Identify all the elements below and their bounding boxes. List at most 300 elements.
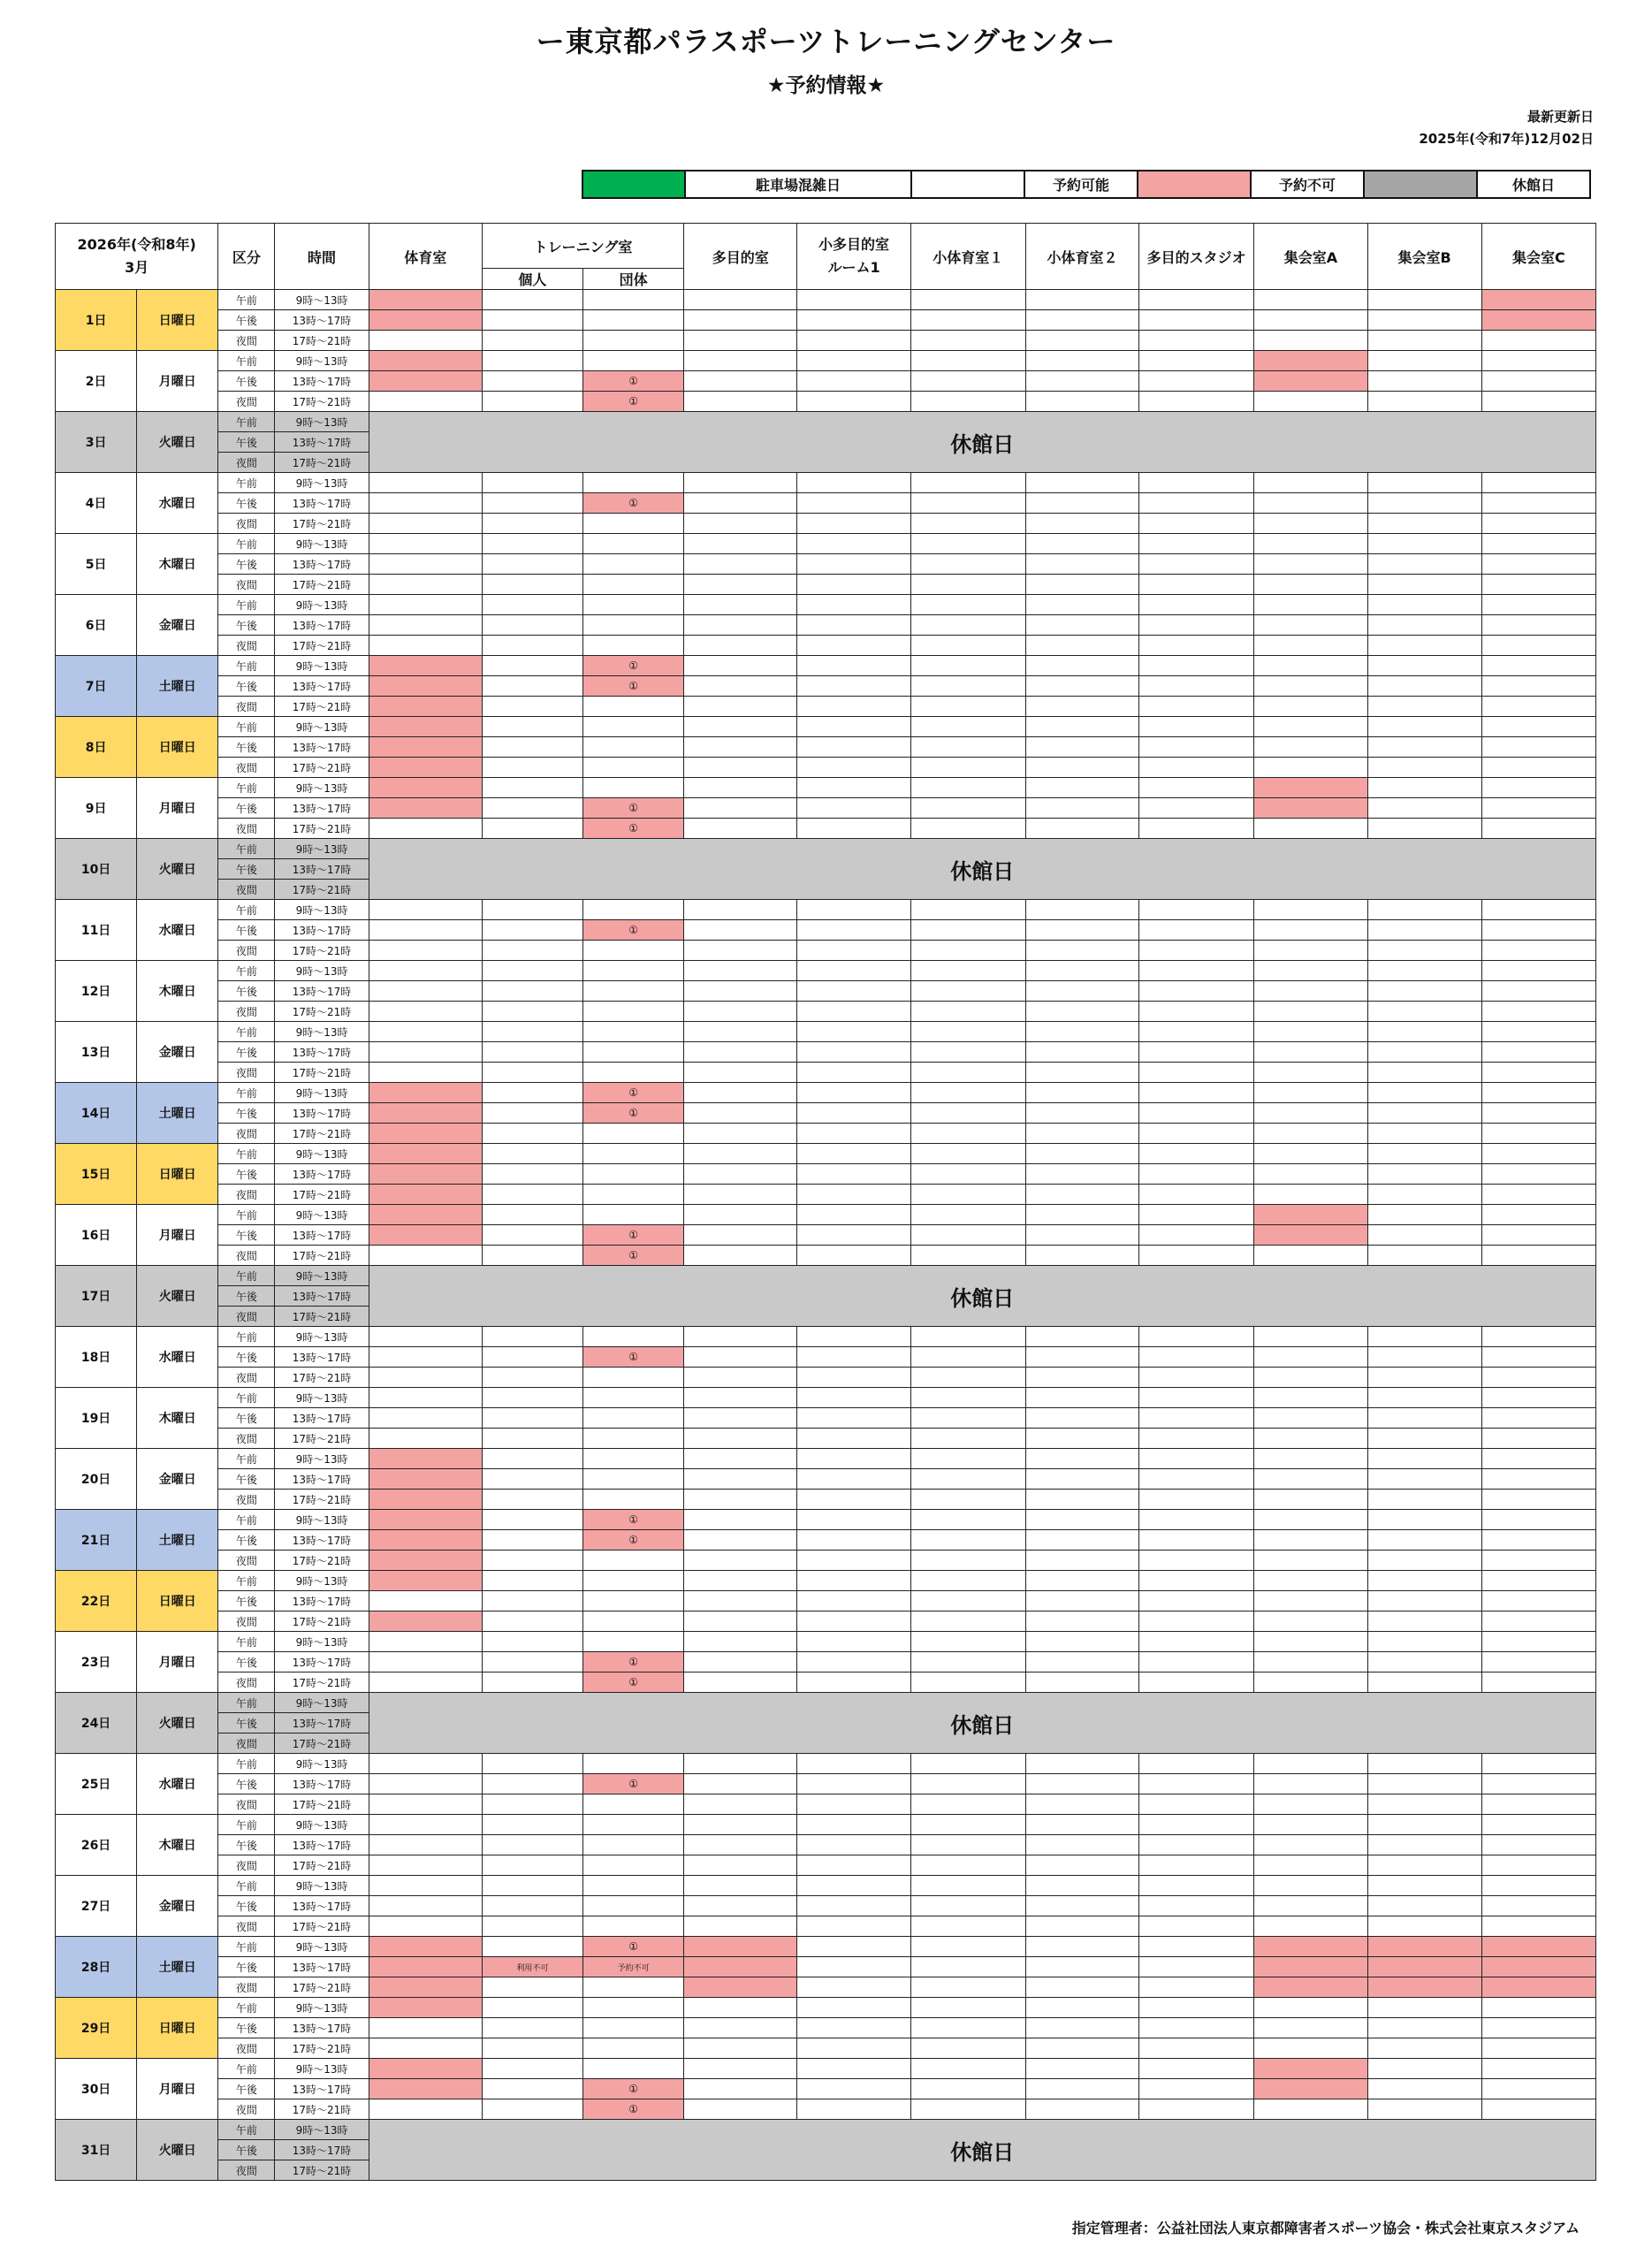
slot-studio[interactable] <box>1139 595 1254 615</box>
slot-smallMulti[interactable] <box>797 941 910 961</box>
slot-small1[interactable] <box>910 1083 1025 1103</box>
slot-grpA[interactable] <box>1254 1042 1367 1063</box>
slot-grpC[interactable] <box>1481 1937 1595 1957</box>
slot-multi[interactable] <box>684 1672 797 1693</box>
slot-smallMulti[interactable] <box>797 331 910 351</box>
slot-small1[interactable] <box>910 717 1025 737</box>
slot-grpB[interactable] <box>1367 1530 1481 1551</box>
slot-group[interactable] <box>583 1449 684 1469</box>
slot-small1[interactable] <box>910 1103 1025 1124</box>
slot-grpA[interactable] <box>1254 676 1367 697</box>
slot-grpA[interactable] <box>1254 920 1367 941</box>
slot-studio[interactable] <box>1139 1347 1254 1368</box>
slot-smallMulti[interactable] <box>797 1571 910 1591</box>
slot-grpA[interactable] <box>1254 2099 1367 2120</box>
slot-small2[interactable] <box>1025 1835 1138 1855</box>
slot-indiv[interactable] <box>482 1896 582 1916</box>
slot-small1[interactable] <box>910 1835 1025 1855</box>
slot-grpC[interactable] <box>1481 798 1595 819</box>
slot-group[interactable] <box>583 473 684 493</box>
slot-small1[interactable] <box>910 636 1025 656</box>
slot-studio[interactable] <box>1139 1042 1254 1063</box>
slot-multi[interactable] <box>684 1490 797 1510</box>
slot-grpA[interactable] <box>1254 1022 1367 1042</box>
slot-grpB[interactable] <box>1367 676 1481 697</box>
slot-small2[interactable] <box>1025 1469 1138 1490</box>
slot-gym[interactable] <box>369 1591 482 1612</box>
slot-gym[interactable] <box>369 1855 482 1876</box>
slot-multi[interactable] <box>684 1022 797 1042</box>
slot-gym[interactable] <box>369 473 482 493</box>
slot-smallMulti[interactable] <box>797 392 910 412</box>
slot-multi[interactable] <box>684 2099 797 2120</box>
slot-small1[interactable] <box>910 1490 1025 1510</box>
slot-grpC[interactable] <box>1481 473 1595 493</box>
slot-small2[interactable] <box>1025 1225 1138 1246</box>
slot-group[interactable] <box>583 1896 684 1916</box>
slot-group[interactable] <box>583 1185 684 1205</box>
slot-studio[interactable] <box>1139 290 1254 310</box>
slot-indiv[interactable] <box>482 778 582 798</box>
slot-grpB[interactable] <box>1367 697 1481 717</box>
slot-gym[interactable] <box>369 1652 482 1672</box>
slot-smallMulti[interactable] <box>797 290 910 310</box>
slot-studio[interactable] <box>1139 1815 1254 1835</box>
slot-gym[interactable] <box>369 2018 482 2038</box>
slot-studio[interactable] <box>1139 1855 1254 1876</box>
slot-studio[interactable] <box>1139 1551 1254 1571</box>
slot-small1[interactable] <box>910 371 1025 392</box>
slot-grpC[interactable] <box>1481 1408 1595 1429</box>
slot-small2[interactable] <box>1025 534 1138 554</box>
slot-grpB[interactable] <box>1367 900 1481 920</box>
slot-grpB[interactable] <box>1367 1632 1481 1652</box>
slot-grpA[interactable] <box>1254 1347 1367 1368</box>
slot-studio[interactable] <box>1139 1449 1254 1469</box>
slot-grpC[interactable] <box>1481 351 1595 371</box>
slot-small2[interactable] <box>1025 1896 1138 1916</box>
slot-smallMulti[interactable] <box>797 1998 910 2018</box>
slot-small2[interactable] <box>1025 493 1138 514</box>
slot-group[interactable] <box>583 1164 684 1185</box>
slot-multi[interactable] <box>684 310 797 331</box>
slot-smallMulti[interactable] <box>797 1896 910 1916</box>
slot-smallMulti[interactable] <box>797 2079 910 2099</box>
slot-small2[interactable] <box>1025 1368 1138 1388</box>
slot-multi[interactable] <box>684 1327 797 1347</box>
slot-studio[interactable] <box>1139 1998 1254 2018</box>
slot-small1[interactable] <box>910 1977 1025 1998</box>
slot-multi[interactable] <box>684 1632 797 1652</box>
slot-grpC[interactable] <box>1481 717 1595 737</box>
slot-grpB[interactable] <box>1367 534 1481 554</box>
slot-small2[interactable] <box>1025 1388 1138 1408</box>
slot-grpC[interactable] <box>1481 514 1595 534</box>
slot-smallMulti[interactable] <box>797 1754 910 1774</box>
slot-group[interactable]: ① <box>583 1103 684 1124</box>
slot-studio[interactable] <box>1139 900 1254 920</box>
slot-studio[interactable] <box>1139 1937 1254 1957</box>
slot-small1[interactable] <box>910 1794 1025 1815</box>
slot-studio[interactable] <box>1139 1896 1254 1916</box>
slot-small2[interactable] <box>1025 1103 1138 1124</box>
slot-indiv[interactable] <box>482 1530 582 1551</box>
slot-multi[interactable] <box>684 2038 797 2059</box>
slot-smallMulti[interactable] <box>797 656 910 676</box>
slot-small1[interactable] <box>910 1388 1025 1408</box>
slot-small2[interactable] <box>1025 737 1138 758</box>
slot-small2[interactable] <box>1025 1408 1138 1429</box>
slot-grpC[interactable] <box>1481 1652 1595 1672</box>
slot-small1[interactable] <box>910 920 1025 941</box>
slot-indiv[interactable] <box>482 1083 582 1103</box>
slot-small2[interactable] <box>1025 697 1138 717</box>
slot-grpC[interactable] <box>1481 1347 1595 1368</box>
slot-group[interactable]: ① <box>583 656 684 676</box>
slot-smallMulti[interactable] <box>797 1977 910 1998</box>
slot-studio[interactable] <box>1139 2059 1254 2079</box>
slot-studio[interactable] <box>1139 1794 1254 1815</box>
slot-group[interactable] <box>583 310 684 331</box>
slot-group[interactable] <box>583 636 684 656</box>
slot-grpC[interactable] <box>1481 595 1595 615</box>
slot-multi[interactable] <box>684 1774 797 1794</box>
slot-grpC[interactable] <box>1481 941 1595 961</box>
slot-indiv[interactable] <box>482 1124 582 1144</box>
slot-indiv[interactable] <box>482 1042 582 1063</box>
slot-grpB[interactable] <box>1367 1835 1481 1855</box>
slot-gym[interactable] <box>369 819 482 839</box>
slot-gym[interactable] <box>369 493 482 514</box>
slot-small1[interactable] <box>910 1632 1025 1652</box>
slot-indiv[interactable] <box>482 636 582 656</box>
slot-smallMulti[interactable] <box>797 1794 910 1815</box>
slot-grpB[interactable] <box>1367 1612 1481 1632</box>
slot-grpB[interactable] <box>1367 981 1481 1002</box>
slot-small2[interactable] <box>1025 1815 1138 1835</box>
slot-small2[interactable] <box>1025 514 1138 534</box>
slot-group[interactable] <box>583 1571 684 1591</box>
slot-smallMulti[interactable] <box>797 2099 910 2120</box>
slot-indiv[interactable] <box>482 737 582 758</box>
slot-grpB[interactable] <box>1367 473 1481 493</box>
slot-indiv[interactable] <box>482 920 582 941</box>
slot-grpB[interactable] <box>1367 2099 1481 2120</box>
slot-gym[interactable] <box>369 1225 482 1246</box>
slot-group[interactable] <box>583 1368 684 1388</box>
slot-grpB[interactable] <box>1367 595 1481 615</box>
slot-group[interactable] <box>583 1977 684 1998</box>
slot-grpA[interactable] <box>1254 1815 1367 1835</box>
slot-indiv[interactable] <box>482 1144 582 1164</box>
slot-smallMulti[interactable] <box>797 758 910 778</box>
slot-grpA[interactable] <box>1254 473 1367 493</box>
slot-smallMulti[interactable] <box>797 1408 910 1429</box>
slot-multi[interactable] <box>684 961 797 981</box>
slot-gym[interactable] <box>369 737 482 758</box>
slot-multi[interactable] <box>684 351 797 371</box>
slot-small2[interactable] <box>1025 310 1138 331</box>
slot-smallMulti[interactable] <box>797 1429 910 1449</box>
slot-small2[interactable] <box>1025 1876 1138 1896</box>
slot-grpC[interactable] <box>1481 1429 1595 1449</box>
slot-small1[interactable] <box>910 798 1025 819</box>
slot-studio[interactable] <box>1139 2018 1254 2038</box>
slot-multi[interactable] <box>684 1612 797 1632</box>
slot-smallMulti[interactable] <box>797 1022 910 1042</box>
slot-grpB[interactable] <box>1367 1449 1481 1469</box>
slot-studio[interactable] <box>1139 1002 1254 1022</box>
slot-gym[interactable] <box>369 1632 482 1652</box>
slot-small1[interactable] <box>910 1225 1025 1246</box>
slot-gym[interactable] <box>369 636 482 656</box>
slot-indiv[interactable] <box>482 1246 582 1266</box>
slot-grpB[interactable] <box>1367 1469 1481 1490</box>
slot-small2[interactable] <box>1025 961 1138 981</box>
slot-smallMulti[interactable] <box>797 2038 910 2059</box>
slot-small1[interactable] <box>910 1876 1025 1896</box>
slot-indiv[interactable] <box>482 1429 582 1449</box>
slot-group[interactable]: ① <box>583 676 684 697</box>
slot-group[interactable] <box>583 737 684 758</box>
slot-grpB[interactable] <box>1367 351 1481 371</box>
slot-multi[interactable] <box>684 1083 797 1103</box>
slot-smallMulti[interactable] <box>797 1368 910 1388</box>
slot-indiv[interactable] <box>482 2079 582 2099</box>
slot-indiv[interactable] <box>482 534 582 554</box>
slot-grpB[interactable] <box>1367 1083 1481 1103</box>
slot-multi[interactable] <box>684 534 797 554</box>
slot-small1[interactable] <box>910 758 1025 778</box>
slot-multi[interactable] <box>684 392 797 412</box>
slot-gym[interactable] <box>369 1246 482 1266</box>
slot-grpA[interactable] <box>1254 1246 1367 1266</box>
slot-small1[interactable] <box>910 1164 1025 1185</box>
slot-group[interactable] <box>583 717 684 737</box>
slot-group[interactable] <box>583 981 684 1002</box>
slot-indiv[interactable] <box>482 717 582 737</box>
slot-small1[interactable] <box>910 2059 1025 2079</box>
slot-gym[interactable] <box>369 1388 482 1408</box>
slot-grpA[interactable] <box>1254 2059 1367 2079</box>
slot-gym[interactable] <box>369 697 482 717</box>
slot-grpC[interactable] <box>1481 1185 1595 1205</box>
slot-group[interactable] <box>583 2059 684 2079</box>
slot-grpC[interactable] <box>1481 1815 1595 1835</box>
slot-smallMulti[interactable] <box>797 1937 910 1957</box>
slot-small2[interactable] <box>1025 1672 1138 1693</box>
slot-small2[interactable] <box>1025 1164 1138 1185</box>
slot-grpA[interactable] <box>1254 2079 1367 2099</box>
slot-studio[interactable] <box>1139 392 1254 412</box>
slot-gym[interactable] <box>369 1876 482 1896</box>
slot-studio[interactable] <box>1139 961 1254 981</box>
slot-grpC[interactable] <box>1481 1388 1595 1408</box>
slot-studio[interactable] <box>1139 473 1254 493</box>
slot-small2[interactable] <box>1025 1185 1138 1205</box>
slot-small1[interactable] <box>910 1449 1025 1469</box>
slot-group[interactable] <box>583 290 684 310</box>
slot-smallMulti[interactable] <box>797 1225 910 1246</box>
slot-multi[interactable] <box>684 1571 797 1591</box>
slot-indiv[interactable] <box>482 1937 582 1957</box>
slot-grpC[interactable] <box>1481 676 1595 697</box>
slot-grpB[interactable] <box>1367 1164 1481 1185</box>
slot-indiv[interactable] <box>482 371 582 392</box>
slot-group[interactable]: ① <box>583 1530 684 1551</box>
slot-grpC[interactable] <box>1481 1042 1595 1063</box>
slot-grpB[interactable] <box>1367 2018 1481 2038</box>
slot-indiv[interactable] <box>482 1185 582 1205</box>
slot-gym[interactable] <box>369 1571 482 1591</box>
slot-grpB[interactable] <box>1367 1551 1481 1571</box>
slot-small2[interactable] <box>1025 392 1138 412</box>
slot-smallMulti[interactable] <box>797 1551 910 1571</box>
slot-small2[interactable] <box>1025 1612 1138 1632</box>
slot-studio[interactable] <box>1139 1672 1254 1693</box>
slot-multi[interactable] <box>684 1002 797 1022</box>
slot-smallMulti[interactable] <box>797 493 910 514</box>
slot-gym[interactable] <box>369 1612 482 1632</box>
slot-small2[interactable] <box>1025 900 1138 920</box>
slot-multi[interactable] <box>684 2059 797 2079</box>
slot-gym[interactable] <box>369 1083 482 1103</box>
slot-grpA[interactable] <box>1254 290 1367 310</box>
slot-gym[interactable] <box>369 1042 482 1063</box>
slot-group[interactable]: 予約不可 <box>583 1957 684 1977</box>
slot-smallMulti[interactable] <box>797 1774 910 1794</box>
slot-studio[interactable] <box>1139 778 1254 798</box>
slot-group[interactable]: ① <box>583 2099 684 2120</box>
slot-multi[interactable] <box>684 2018 797 2038</box>
slot-grpB[interactable] <box>1367 1042 1481 1063</box>
slot-grpA[interactable] <box>1254 1957 1367 1977</box>
slot-multi[interactable] <box>684 758 797 778</box>
slot-grpA[interactable] <box>1254 758 1367 778</box>
slot-smallMulti[interactable] <box>797 1490 910 1510</box>
slot-grpC[interactable] <box>1481 1876 1595 1896</box>
slot-grpC[interactable] <box>1481 1449 1595 1469</box>
slot-smallMulti[interactable] <box>797 1632 910 1652</box>
slot-gym[interactable] <box>369 717 482 737</box>
slot-multi[interactable] <box>684 1429 797 1449</box>
slot-indiv[interactable] <box>482 1977 582 1998</box>
slot-group[interactable] <box>583 595 684 615</box>
slot-studio[interactable] <box>1139 1591 1254 1612</box>
slot-gym[interactable] <box>369 981 482 1002</box>
slot-indiv[interactable] <box>482 941 582 961</box>
slot-group[interactable]: ① <box>583 1246 684 1266</box>
slot-small2[interactable] <box>1025 1571 1138 1591</box>
slot-small1[interactable] <box>910 290 1025 310</box>
slot-gym[interactable] <box>369 1063 482 1083</box>
slot-gym[interactable] <box>369 1022 482 1042</box>
slot-gym[interactable] <box>369 1916 482 1937</box>
slot-grpC[interactable] <box>1481 981 1595 1002</box>
slot-grpA[interactable] <box>1254 1551 1367 1571</box>
slot-grpA[interactable] <box>1254 656 1367 676</box>
slot-gym[interactable] <box>369 941 482 961</box>
slot-gym[interactable] <box>369 2038 482 2059</box>
slot-grpB[interactable] <box>1367 920 1481 941</box>
slot-gym[interactable] <box>369 1672 482 1693</box>
slot-studio[interactable] <box>1139 1246 1254 1266</box>
slot-grpA[interactable] <box>1254 1652 1367 1672</box>
slot-studio[interactable] <box>1139 1103 1254 1124</box>
slot-grpA[interactable] <box>1254 1774 1367 1794</box>
slot-grpB[interactable] <box>1367 1002 1481 1022</box>
slot-multi[interactable] <box>684 595 797 615</box>
slot-small1[interactable] <box>910 1185 1025 1205</box>
slot-small1[interactable] <box>910 1998 1025 2018</box>
slot-grpB[interactable] <box>1367 493 1481 514</box>
slot-grpC[interactable] <box>1481 2099 1595 2120</box>
slot-studio[interactable] <box>1139 920 1254 941</box>
slot-grpB[interactable] <box>1367 778 1481 798</box>
slot-gym[interactable] <box>369 2079 482 2099</box>
slot-grpB[interactable] <box>1367 1022 1481 1042</box>
slot-small2[interactable] <box>1025 1774 1138 1794</box>
slot-smallMulti[interactable] <box>797 981 910 1002</box>
slot-gym[interactable] <box>369 1896 482 1916</box>
slot-studio[interactable] <box>1139 1408 1254 1429</box>
slot-grpA[interactable] <box>1254 1449 1367 1469</box>
slot-multi[interactable] <box>684 1408 797 1429</box>
slot-multi[interactable] <box>684 1225 797 1246</box>
slot-grpA[interactable] <box>1254 900 1367 920</box>
slot-small2[interactable] <box>1025 1551 1138 1571</box>
slot-grpB[interactable] <box>1367 1327 1481 1347</box>
slot-grpA[interactable] <box>1254 1063 1367 1083</box>
slot-gym[interactable] <box>369 1469 482 1490</box>
slot-grpA[interactable] <box>1254 1490 1367 1510</box>
slot-grpC[interactable] <box>1481 1754 1595 1774</box>
slot-smallMulti[interactable] <box>797 1591 910 1612</box>
slot-multi[interactable] <box>684 1469 797 1490</box>
slot-grpA[interactable] <box>1254 1164 1367 1185</box>
slot-small2[interactable] <box>1025 920 1138 941</box>
slot-studio[interactable] <box>1139 717 1254 737</box>
slot-smallMulti[interactable] <box>797 1083 910 1103</box>
slot-gym[interactable] <box>369 1164 482 1185</box>
slot-gym[interactable] <box>369 798 482 819</box>
slot-smallMulti[interactable] <box>797 2018 910 2038</box>
slot-group[interactable] <box>583 758 684 778</box>
slot-gym[interactable] <box>369 595 482 615</box>
slot-smallMulti[interactable] <box>797 371 910 392</box>
slot-studio[interactable] <box>1139 1144 1254 1164</box>
slot-small1[interactable] <box>910 1042 1025 1063</box>
slot-small2[interactable] <box>1025 636 1138 656</box>
slot-small1[interactable] <box>910 595 1025 615</box>
slot-gym[interactable] <box>369 1815 482 1835</box>
slot-smallMulti[interactable] <box>797 1327 910 1347</box>
slot-grpC[interactable] <box>1481 1571 1595 1591</box>
slot-small1[interactable] <box>910 961 1025 981</box>
slot-multi[interactable] <box>684 1957 797 1977</box>
slot-small2[interactable] <box>1025 1510 1138 1530</box>
slot-group[interactable] <box>583 1429 684 1449</box>
slot-group[interactable] <box>583 1022 684 1042</box>
slot-multi[interactable] <box>684 514 797 534</box>
slot-grpB[interactable] <box>1367 961 1481 981</box>
slot-grpC[interactable] <box>1481 819 1595 839</box>
slot-grpC[interactable] <box>1481 2059 1595 2079</box>
slot-grpC[interactable] <box>1481 2079 1595 2099</box>
slot-smallMulti[interactable] <box>797 1144 910 1164</box>
slot-studio[interactable] <box>1139 1063 1254 1083</box>
slot-studio[interactable] <box>1139 1774 1254 1794</box>
